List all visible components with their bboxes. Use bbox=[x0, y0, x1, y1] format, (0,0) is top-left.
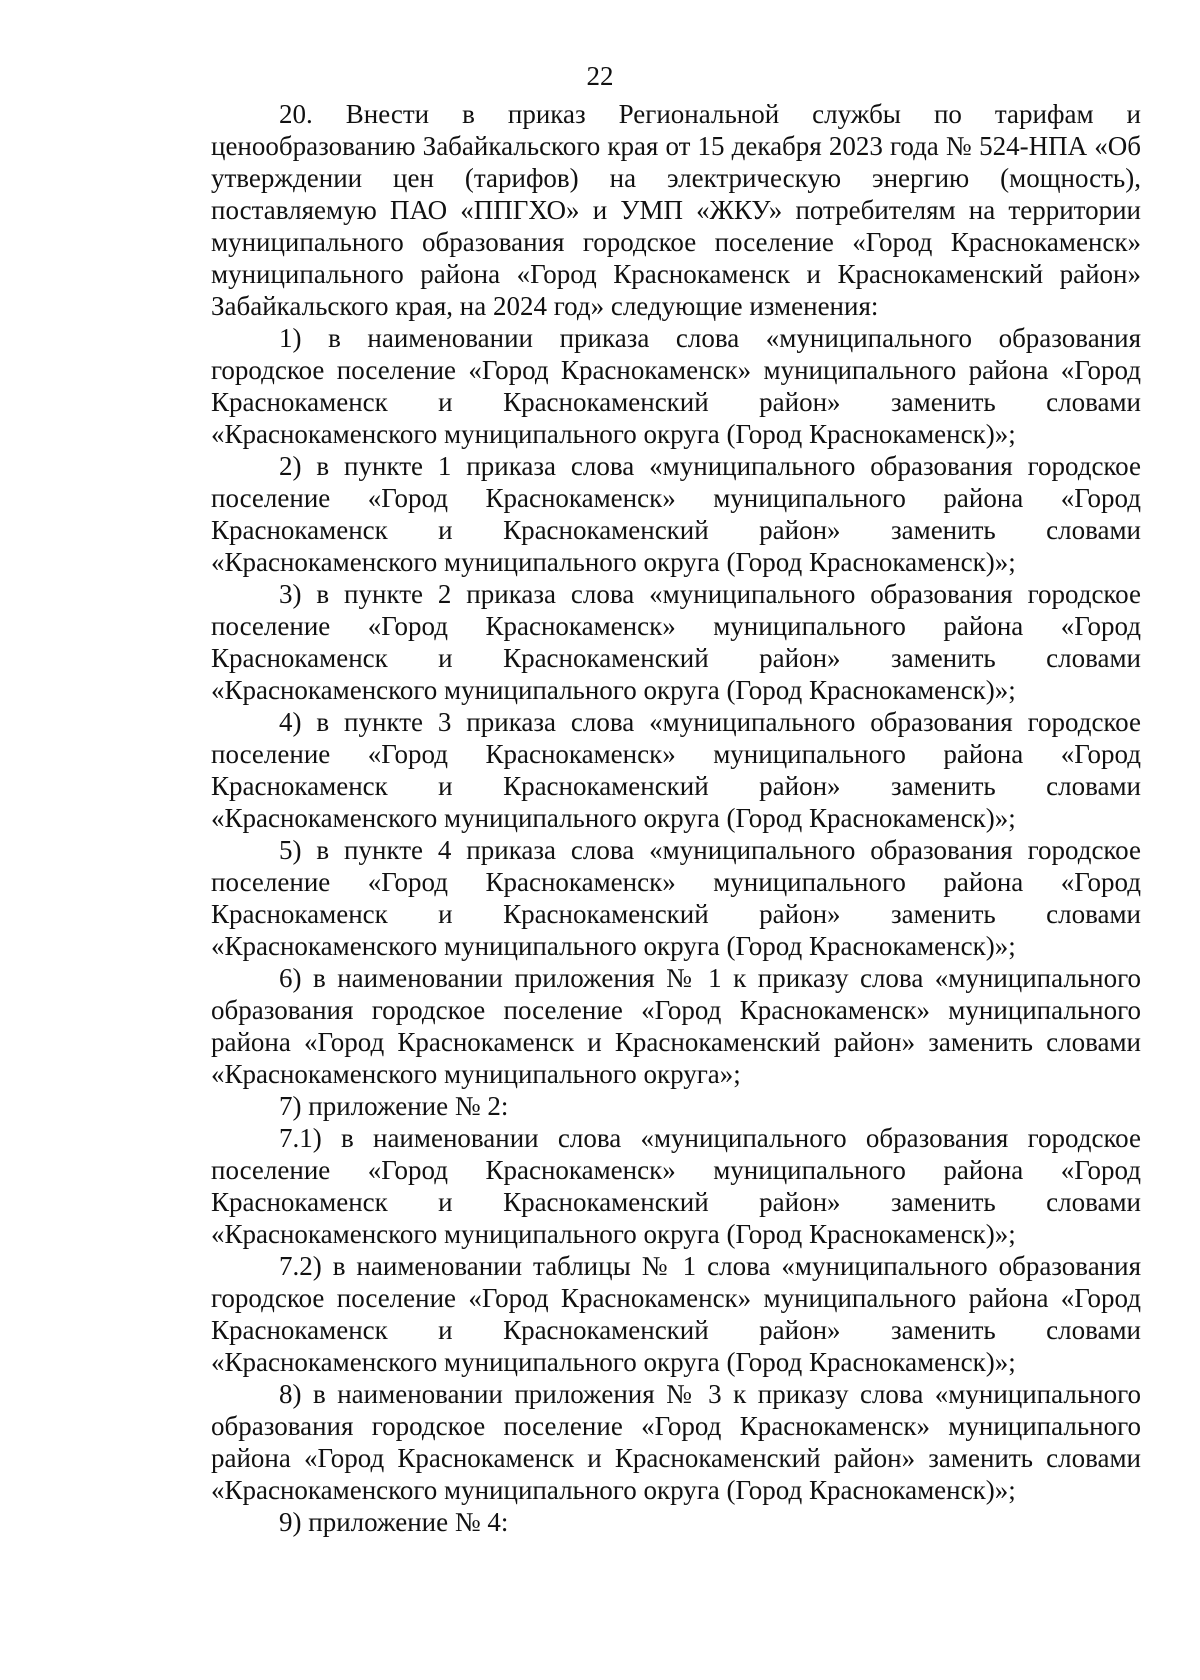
paragraph-item-9: 9) приложение № 4: bbox=[279, 1507, 509, 1537]
paragraph-item-4: 4) в пункте 3 приказа слова «муниципального образования городское поселение «Город Краснокаменск» муниципального района «Город Краснокаменск и Краснокаменский район» заменить словами «Краснокаменского муниципального округа (Город Краснокаменск)»; bbox=[211, 707, 1141, 833]
paragraph-item-2: 2) в пункте 1 приказа слова «муниципального образования городское поселение «Город Краснокаменск» муниципального района «Город Краснокаменск и Краснокаменский район» заменить словами «Краснокаменского муниципального округа (Город Краснокаменск)»; bbox=[211, 451, 1141, 577]
paragraph-item-7: 7) приложение № 2: bbox=[279, 1091, 509, 1121]
paragraph-item-5: 5) в пункте 4 приказа слова «муниципального образования городское поселение «Город Краснокаменск» муниципального района «Город Краснокаменск и Краснокаменский район» заменить словами «Краснокаменского муниципального округа (Город Краснокаменск)»; bbox=[211, 835, 1141, 961]
page-number: 22 bbox=[586, 61, 614, 91]
paragraph-intro: 20. Внести в приказ Региональной службы по тарифам и ценообразованию Забайкальского края от 15 декабря 2023 года № 524-НПА «Об утверждении цен (тарифов) на электрическую энергию (мощность), поставляемую ПАО «ППГХО» и УМП «ЖКУ» потребителям на территории муниципального образования городское поселение «Город Краснокаменск» муниципального района «Город Краснокаменск и Краснокаменский район» Забайкальского края, на 2024 год» следующие изменения: bbox=[211, 99, 1141, 321]
paragraph-item-6: 6) в наименовании приложения № 1 к приказу слова «муниципального образования городское поселение «Город Краснокаменск» муниципального района «Город Краснокаменск и Краснокаменский район» заменить словами «Краснокаменского муниципального округа»; bbox=[211, 963, 1141, 1089]
paragraph-item-7-1: 7.1) в наименовании слова «муниципального образования городское поселение «Город Краснокаменск» муниципального района «Город Краснокаменск и Краснокаменский район» заменить словами «Краснокаменского муниципального округа (Город Краснокаменск)»; bbox=[211, 1123, 1141, 1249]
paragraph-item-1: 1) в наименовании приказа слова «муниципального образования городское поселение «Город Краснокаменск» муниципального района «Город Краснокаменск и Краснокаменский район» заменить словами «Краснокаменского муниципального округа (Город Краснокаменск)»; bbox=[211, 323, 1141, 449]
document-body bbox=[211, 98, 1141, 1538]
paragraph-item-8: 8) в наименовании приложения № 3 к приказу слова «муниципального образования городское поселение «Город Краснокаменск» муниципального района «Город Краснокаменск и Краснокаменский район» заменить словами «Краснокаменского муниципального округа (Город Краснокаменск)»; bbox=[211, 1379, 1141, 1505]
paragraph-item-3: 3) в пункте 2 приказа слова «муниципального образования городское поселение «Город Краснокаменск» муниципального района «Город Краснокаменск и Краснокаменский район» заменить словами «Краснокаменского муниципального округа (Город Краснокаменск)»; bbox=[211, 579, 1141, 705]
paragraph-item-7-2: 7.2) в наименовании таблицы № 1 слова «муниципального образования городское поселение «Город Краснокаменск» муниципального района «Город Краснокаменск и Краснокаменский район» заменить словами «Краснокаменского муниципального округа (Город Краснокаменск)»; bbox=[211, 1251, 1141, 1377]
